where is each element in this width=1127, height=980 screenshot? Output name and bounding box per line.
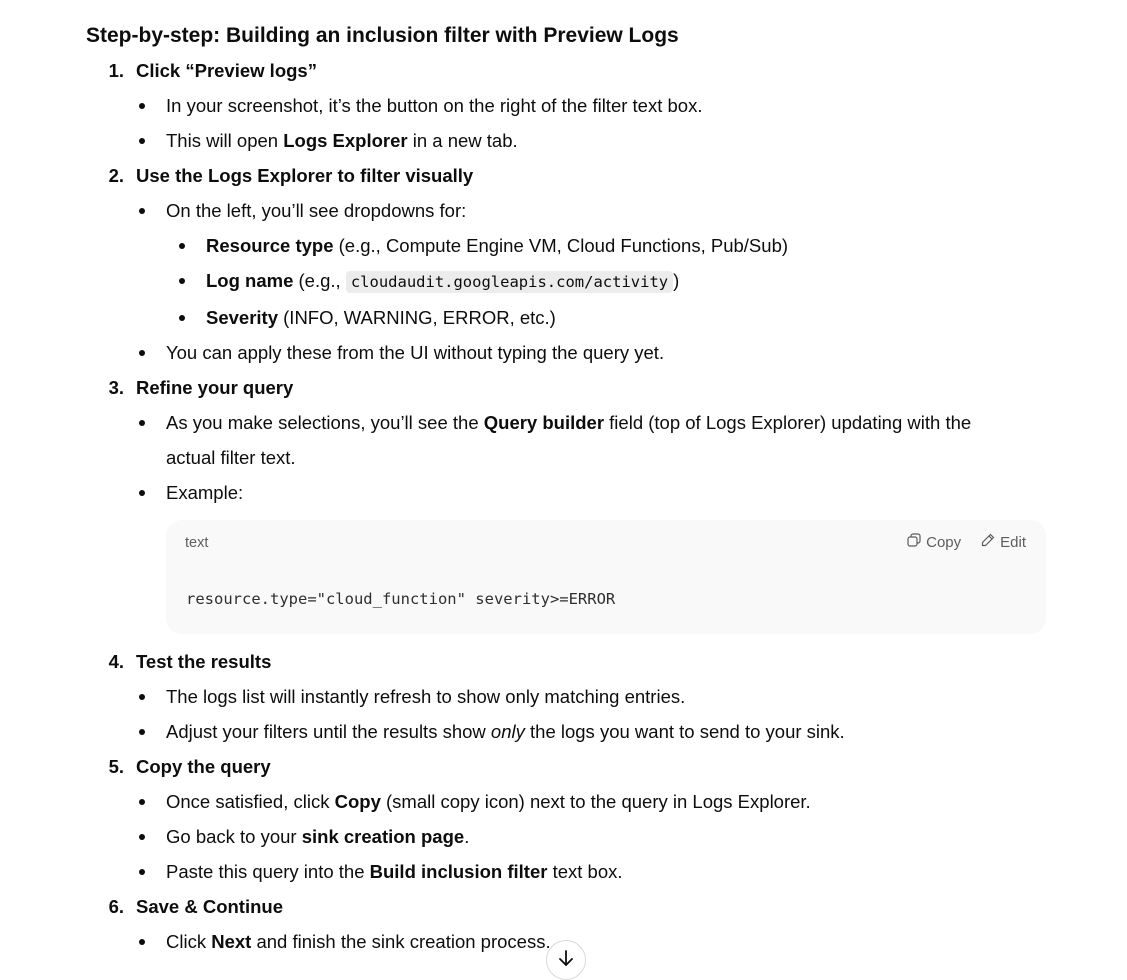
steps-list [86,53,1046,959]
step-title: Save & Continue [136,896,283,917]
list-item: As you make selections, you’ll see the Query builder field (top of Logs Explorer) updating with the actual filter text. [126,405,1006,475]
list-item: The logs list will instantly refresh to show only matching entries. [126,679,1046,714]
list-item: On the left, you’ll see dropdowns for: [126,193,1046,228]
list-item: Adjust your filters until the results show only the logs you want to send to your sink. [126,714,1046,749]
message-content [86,18,1046,959]
step-4 [86,644,1046,749]
step-title: Click “Preview logs” [136,60,317,81]
copy-icon [907,533,921,551]
step-number: 6. [108,896,124,917]
list-item: Resource type (e.g., Compute Engine VM, Cloud Functions, Pub/Sub) [166,228,1046,263]
inline-code: cloudaudit.googleapis.com/activity [346,271,673,293]
arrow-down-icon [556,948,576,973]
list-item: Example: [126,475,1046,510]
step-3 [86,370,1046,634]
code-language-label: text [185,535,209,551]
list-item: Log name (e.g., cloudaudit.googleapis.com/activity ) [166,263,1046,300]
step-1 [86,53,1046,158]
step-5 [86,749,1046,889]
step-2 [86,158,1046,370]
scroll-to-bottom-button[interactable] [546,940,586,980]
pencil-icon [981,533,995,551]
step-title: Test the results [136,651,272,672]
copy-code-button[interactable]: Copy [907,533,961,551]
code-text: resource.type="cloud_function" severity>=ERROR [186,590,616,608]
list-item: Click Next and finish the sink creation process. [126,924,1046,959]
step-title: Copy the query [136,756,271,777]
step-number: 1. [108,60,124,81]
list-item: Paste this query into the Build inclusion filter text box. [126,854,1046,889]
step-title: Use the Logs Explorer to filter visually [136,165,474,186]
step-number: 3. [108,377,124,398]
list-item: Once satisfied, click Copy (small copy icon) next to the query in Logs Explorer. [126,784,1046,819]
step-number: 2. [108,165,124,186]
edit-code-button[interactable]: Edit [981,533,1026,551]
step-title: Refine your query [136,377,294,398]
list-item: This will open Logs Explorer in a new tab. [126,123,1046,158]
list-item: Severity (INFO, WARNING, ERROR, etc.) [166,300,1046,335]
list-item: In your screenshot, it’s the button on the right of the filter text box. [126,88,1046,123]
list-item: You can apply these from the UI without typing the query yet. [126,335,1046,370]
list-item: Go back to your sink creation page. [126,819,1046,854]
section-heading: Step-by-step: Building an inclusion filter with Preview Logs [86,24,679,47]
step-number: 4. [108,651,124,672]
code-block [166,520,1046,634]
step-number: 5. [108,756,124,777]
